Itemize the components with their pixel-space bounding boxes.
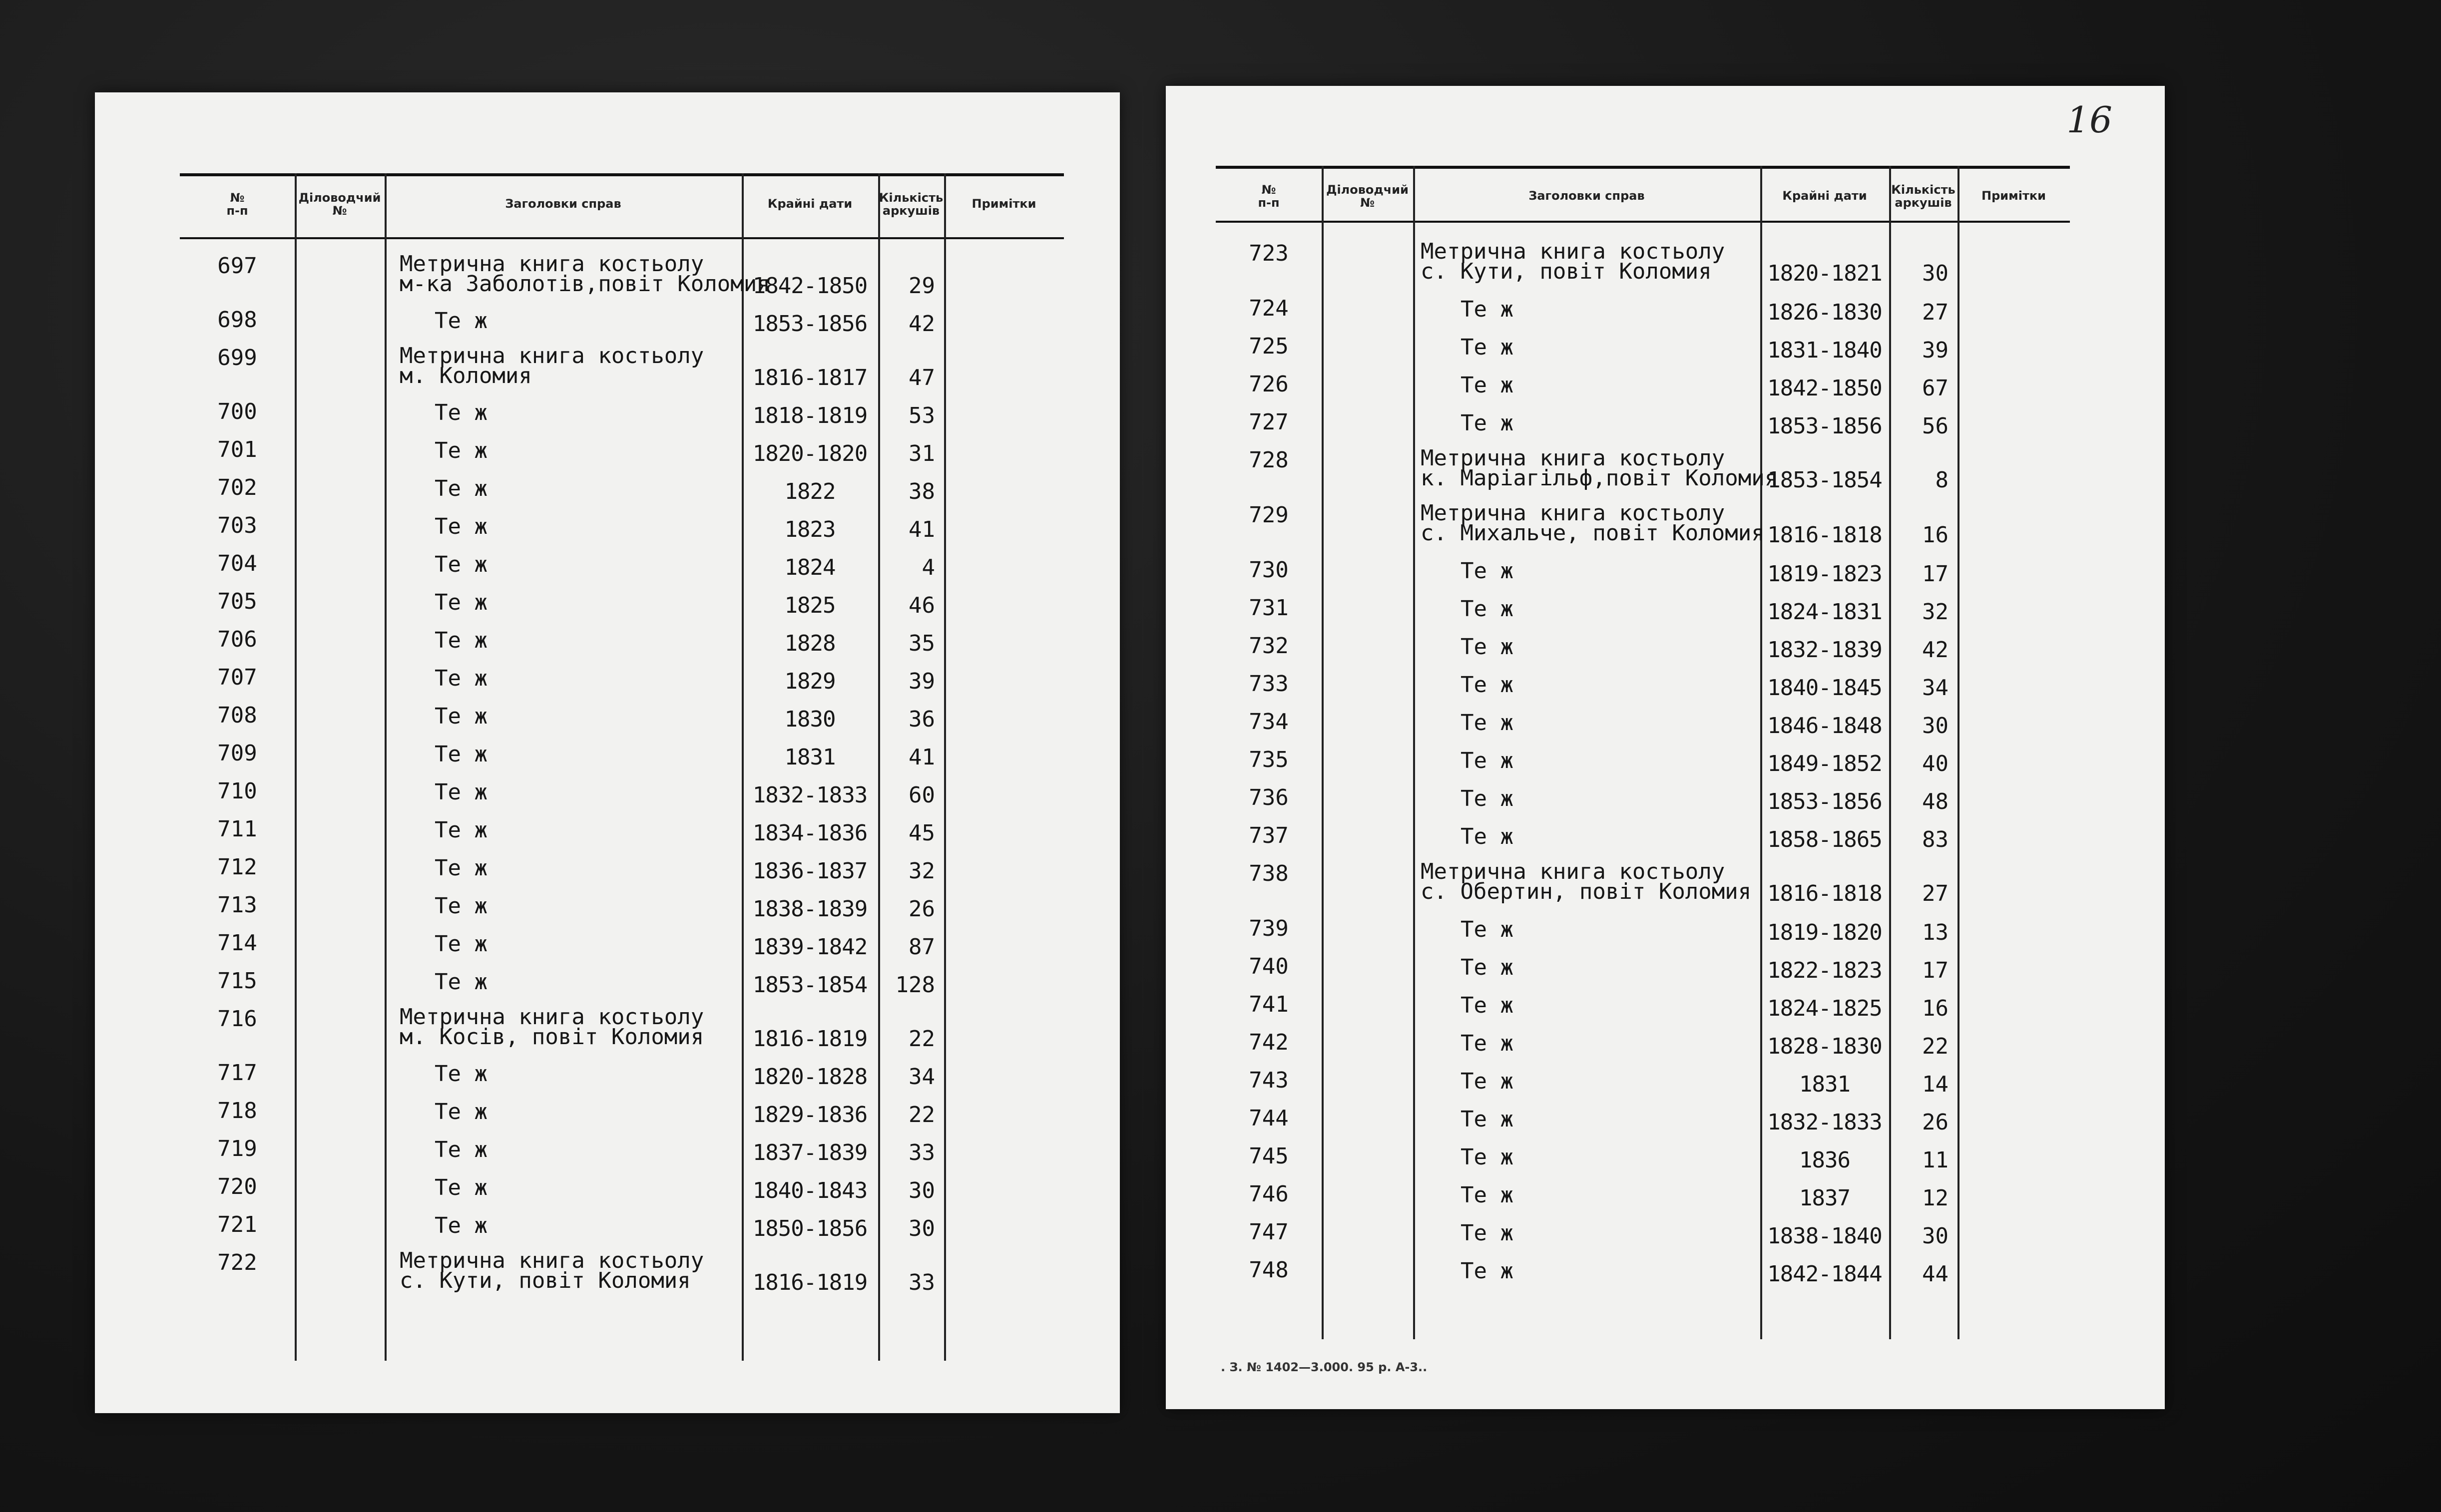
row-sheet-count: 42 (1922, 637, 1949, 663)
row-number: 700 (217, 399, 257, 424)
header-num: № п-п (226, 191, 248, 218)
header-bottom-rule (180, 237, 1064, 239)
row-dates: 1849-1852 (1767, 751, 1882, 776)
row-sheet-count: 33 (909, 1140, 935, 1165)
row-dates: 1820-1821 (1767, 261, 1882, 286)
row-sheet-count: 38 (909, 479, 935, 504)
row-dates: 1836 (1799, 1147, 1850, 1173)
row-title-ditto: Те ж (1461, 1182, 1513, 1208)
header-title: Заголовки справ (505, 197, 621, 211)
row-number: 741 (1249, 992, 1289, 1017)
row-title-ditto: Те ж (435, 704, 488, 729)
row-number: 745 (1249, 1143, 1289, 1169)
row-number: 699 (217, 345, 257, 371)
row-sheet-count: 4 (922, 555, 935, 580)
row-title-ditto: Те ж (435, 742, 488, 767)
row-title: Метрична книга костьолу м. Коломия (400, 343, 704, 388)
row-dates: 1820-1828 (752, 1064, 868, 1090)
row-sheet-count: 35 (909, 631, 935, 656)
row-number: 738 (1249, 861, 1289, 886)
row-sheet-count: 46 (909, 593, 935, 618)
row-sheet-count: 128 (895, 972, 935, 998)
row-dates: 1832-1833 (1767, 1110, 1882, 1135)
row-number: 709 (217, 741, 257, 766)
row-title: Метрична книга костьолу м-ка Заболотів,повіт Коломия (400, 251, 770, 297)
row-sheet-count: 87 (909, 934, 935, 960)
row-dates: 1853-1856 (752, 311, 868, 337)
row-number: 701 (217, 437, 257, 462)
print-footer: . З. № 1402—3.000. 95 р. А-3.. (1221, 1360, 1428, 1374)
row-number: 747 (1249, 1219, 1289, 1245)
row-title-ditto: Те ж (1461, 558, 1513, 584)
row-sheet-count: 34 (1922, 675, 1949, 701)
row-title-ditto: Те ж (1461, 748, 1513, 773)
row-sheet-count: 22 (909, 1102, 935, 1128)
page-number: 16 (2066, 99, 2112, 141)
row-number: 725 (1249, 334, 1289, 359)
row-number: 737 (1249, 823, 1289, 848)
row-number: 697 (217, 253, 257, 279)
row-number: 723 (1249, 241, 1289, 266)
row-sheet-count: 33 (909, 1270, 935, 1295)
row-sheet-count: 30 (1922, 1223, 1949, 1249)
row-title-ditto: Те ж (1461, 955, 1513, 980)
row-title-ditto: Те ж (435, 1213, 488, 1238)
row-number: 715 (217, 968, 257, 994)
row-title-ditto: Те ж (435, 893, 488, 919)
row-sheet-count: 17 (1922, 958, 1949, 983)
row-number: 721 (217, 1212, 257, 1237)
row-number: 726 (1249, 372, 1289, 397)
row-title-ditto: Те ж (435, 1061, 488, 1087)
row-title-ditto: Те ж (435, 666, 488, 691)
row-title-ditto: Те ж (435, 1137, 488, 1162)
row-sheet-count: 11 (1922, 1147, 1949, 1173)
row-number: 705 (217, 589, 257, 614)
row-sheet-count: 39 (909, 669, 935, 694)
row-title-ditto: Те ж (1461, 1258, 1513, 1284)
row-dates: 1831 (784, 745, 836, 770)
row-dates: 1837-1839 (752, 1140, 868, 1165)
row-sheet-count: 32 (1922, 599, 1949, 625)
row-dates: 1829-1836 (752, 1102, 868, 1128)
row-sheet-count: 34 (909, 1064, 935, 1090)
row-sheet-count: 29 (909, 273, 935, 299)
row-sheet-count: 41 (909, 517, 935, 542)
row-title-ditto: Те ж (1461, 1144, 1513, 1170)
row-title-ditto: Те ж (435, 514, 488, 539)
header-count: Кількість аркушів (1891, 183, 1955, 210)
row-number: 733 (1249, 671, 1289, 697)
row-title-ditto: Те ж (435, 855, 488, 881)
row-sheet-count: 13 (1922, 920, 1949, 945)
row-title-ditto: Те ж (1461, 335, 1513, 360)
row-title-ditto: Те ж (435, 438, 488, 463)
row-title-ditto: Те ж (1461, 993, 1513, 1018)
row-number: 713 (217, 892, 257, 918)
row-sheet-count: 14 (1922, 1072, 1949, 1097)
header-clerk: Діловодчий № (298, 191, 381, 218)
row-sheet-count: 22 (1922, 1034, 1949, 1059)
column-rule (944, 173, 946, 1361)
row-title-ditto: Те ж (435, 779, 488, 805)
row-number: 740 (1249, 954, 1289, 979)
row-sheet-count: 26 (1922, 1110, 1949, 1135)
row-sheet-count: 30 (909, 1216, 935, 1241)
row-number: 748 (1249, 1257, 1289, 1283)
left-page (95, 92, 1120, 1413)
row-sheet-count: 67 (1922, 376, 1949, 401)
row-sheet-count: 47 (909, 365, 935, 390)
row-sheet-count: 27 (1922, 300, 1949, 325)
row-number: 707 (217, 665, 257, 690)
row-dates: 1830 (784, 707, 836, 732)
row-title-ditto: Те ж (435, 400, 488, 425)
column-rule (1413, 166, 1415, 1339)
right-page (1166, 86, 2165, 1409)
row-dates: 1842-1850 (1767, 376, 1882, 401)
row-title-ditto: Те ж (1461, 373, 1513, 398)
header-notes: Примітки (1981, 189, 2046, 203)
column-rule (1957, 166, 1959, 1339)
row-dates: 1853-1854 (752, 972, 868, 998)
header-notes: Примітки (972, 197, 1036, 211)
row-dates: 1816-1818 (1767, 881, 1882, 906)
row-number: 708 (217, 703, 257, 728)
row-title-ditto: Те ж (435, 931, 488, 957)
row-sheet-count: 30 (1922, 713, 1949, 739)
row-dates: 1816-1819 (752, 1270, 868, 1295)
row-number: 744 (1249, 1106, 1289, 1131)
row-title-ditto: Те ж (1461, 917, 1513, 942)
row-number: 710 (217, 778, 257, 804)
row-title-ditto: Те ж (435, 1175, 488, 1200)
row-dates: 1839-1842 (752, 934, 868, 960)
row-title: Метрична книга костьолу с. Михальче, повіт Коломия (1421, 500, 1765, 546)
row-dates: 1840-1845 (1767, 675, 1882, 701)
row-dates: 1828 (784, 631, 836, 656)
header-title: Заголовки справ (1528, 189, 1645, 203)
table-top-rule (180, 173, 1064, 176)
row-number: 720 (217, 1174, 257, 1199)
row-number: 706 (217, 627, 257, 652)
row-dates: 1842-1844 (1767, 1261, 1882, 1287)
row-number: 735 (1249, 747, 1289, 772)
column-rule (385, 173, 387, 1361)
row-title-ditto: Те ж (1461, 786, 1513, 811)
row-dates: 1853-1856 (1767, 789, 1882, 814)
row-sheet-count: 27 (1922, 881, 1949, 906)
row-dates: 1819-1820 (1767, 920, 1882, 945)
header-num: № п-п (1258, 183, 1280, 210)
row-sheet-count: 45 (909, 820, 935, 846)
row-dates: 1837 (1799, 1185, 1850, 1211)
row-number: 717 (217, 1060, 257, 1086)
row-dates: 1840-1843 (752, 1178, 868, 1203)
row-dates: 1816-1819 (752, 1026, 868, 1052)
row-dates: 1831-1840 (1767, 338, 1882, 363)
row-sheet-count: 40 (1922, 751, 1949, 776)
row-number: 729 (1249, 502, 1289, 528)
row-number: 718 (217, 1098, 257, 1124)
row-dates: 1820-1820 (752, 441, 868, 466)
row-sheet-count: 31 (909, 441, 935, 466)
row-dates: 1836-1837 (752, 858, 868, 884)
row-sheet-count: 56 (1922, 413, 1949, 439)
row-title: Метрична книга костьолу с. Кути, повіт Коломия (400, 1248, 704, 1293)
row-sheet-count: 32 (909, 858, 935, 884)
row-title-ditto: Те ж (1461, 824, 1513, 849)
row-number: 719 (217, 1136, 257, 1161)
row-dates: 1846-1848 (1767, 713, 1882, 739)
row-title-ditto: Те ж (1461, 1069, 1513, 1094)
row-title-ditto: Те ж (1461, 710, 1513, 736)
row-sheet-count: 83 (1922, 827, 1949, 852)
row-dates: 1850-1856 (752, 1216, 868, 1241)
row-dates: 1853-1856 (1767, 413, 1882, 439)
row-sheet-count: 53 (909, 403, 935, 428)
row-number: 739 (1249, 916, 1289, 941)
row-sheet-count: 44 (1922, 1261, 1949, 1287)
row-number: 722 (217, 1250, 257, 1275)
row-title-ditto: Те ж (1461, 1107, 1513, 1132)
row-dates: 1822 (784, 479, 836, 504)
row-sheet-count: 16 (1922, 996, 1949, 1021)
row-title-ditto: Те ж (1461, 297, 1513, 322)
row-title: Метрична книга костьолу с. Обертин, повіт Коломия (1421, 859, 1752, 904)
row-sheet-count: 30 (1922, 261, 1949, 286)
row-dates: 1829 (784, 669, 836, 694)
row-title-ditto: Те ж (1461, 1220, 1513, 1246)
row-title: Метрична книга костьолу м. Косів, повіт Коломия (400, 1004, 704, 1050)
row-number: 727 (1249, 409, 1289, 435)
row-title-ditto: Те ж (435, 969, 488, 995)
row-sheet-count: 16 (1922, 522, 1949, 548)
row-dates: 1853-1854 (1767, 467, 1882, 493)
row-dates: 1824-1831 (1767, 599, 1882, 625)
row-dates: 1816-1817 (752, 365, 868, 390)
row-number: 704 (217, 551, 257, 576)
row-dates: 1858-1865 (1767, 827, 1882, 852)
row-dates: 1838-1839 (752, 896, 868, 922)
row-number: 730 (1249, 557, 1289, 583)
row-sheet-count: 17 (1922, 561, 1949, 587)
row-sheet-count: 22 (909, 1026, 935, 1052)
header-bottom-rule (1216, 221, 2070, 223)
row-number: 698 (217, 307, 257, 333)
row-number: 746 (1249, 1181, 1289, 1207)
header-clerk: Діловодчий № (1326, 183, 1409, 210)
row-sheet-count: 48 (1922, 789, 1949, 814)
row-number: 714 (217, 930, 257, 956)
row-dates: 1832-1839 (1767, 637, 1882, 663)
row-title-ditto: Те ж (435, 552, 488, 577)
table-top-rule (1216, 166, 2070, 169)
row-title-ditto: Те ж (435, 628, 488, 653)
row-dates: 1816-1818 (1767, 522, 1882, 548)
row-sheet-count: 41 (909, 745, 935, 770)
row-sheet-count: 30 (909, 1178, 935, 1203)
column-rule (295, 173, 297, 1361)
row-title-ditto: Те ж (1461, 672, 1513, 698)
row-number: 716 (217, 1006, 257, 1032)
row-number: 702 (217, 475, 257, 500)
row-dates: 1819-1823 (1767, 561, 1882, 587)
row-title-ditto: Те ж (435, 308, 488, 334)
row-number: 736 (1249, 785, 1289, 810)
column-rule (1322, 166, 1324, 1339)
row-number: 711 (217, 816, 257, 842)
row-number: 703 (217, 513, 257, 538)
row-number: 712 (217, 854, 257, 880)
row-dates: 1824 (784, 555, 836, 580)
header-count: Кількість аркушів (879, 191, 944, 218)
row-dates: 1842-1850 (752, 273, 868, 299)
row-dates: 1838-1840 (1767, 1223, 1882, 1249)
row-sheet-count: 42 (909, 311, 935, 337)
row-title-ditto: Те ж (435, 817, 488, 843)
row-number: 724 (1249, 296, 1289, 321)
header-dates: Крайні дати (1782, 189, 1867, 203)
row-dates: 1828-1830 (1767, 1034, 1882, 1059)
row-title-ditto: Те ж (1461, 410, 1513, 436)
row-dates: 1818-1819 (752, 403, 868, 428)
row-dates: 1823 (784, 517, 836, 542)
row-dates: 1832-1833 (752, 782, 868, 808)
row-number: 732 (1249, 633, 1289, 659)
row-dates: 1834-1836 (752, 820, 868, 846)
row-title-ditto: Те ж (435, 476, 488, 501)
header-dates: Крайні дати (767, 197, 853, 211)
row-sheet-count: 60 (909, 782, 935, 808)
row-sheet-count: 12 (1922, 1185, 1949, 1211)
row-sheet-count: 36 (909, 707, 935, 732)
row-title-ditto: Те ж (435, 590, 488, 615)
row-title-ditto: Те ж (1461, 634, 1513, 660)
row-title-ditto: Те ж (1461, 1031, 1513, 1056)
row-number: 728 (1249, 447, 1289, 473)
row-sheet-count: 8 (1935, 467, 1949, 493)
row-sheet-count: 39 (1922, 338, 1949, 363)
row-dates: 1831 (1799, 1072, 1850, 1097)
row-dates: 1822-1823 (1767, 958, 1882, 983)
row-title: Метрична книга костьолу с. Кути, повіт Коломия (1421, 239, 1725, 284)
row-dates: 1826-1830 (1767, 300, 1882, 325)
row-number: 734 (1249, 709, 1289, 735)
row-number: 742 (1249, 1030, 1289, 1055)
row-title-ditto: Те ж (435, 1099, 488, 1125)
row-number: 731 (1249, 595, 1289, 621)
row-title-ditto: Те ж (1461, 596, 1513, 622)
row-sheet-count: 26 (909, 896, 935, 922)
row-dates: 1825 (784, 593, 836, 618)
row-dates: 1824-1825 (1767, 996, 1882, 1021)
row-title: Метрична книга костьолу к. Маріагільф,повіт Коломия (1421, 445, 1778, 491)
row-number: 743 (1249, 1068, 1289, 1093)
